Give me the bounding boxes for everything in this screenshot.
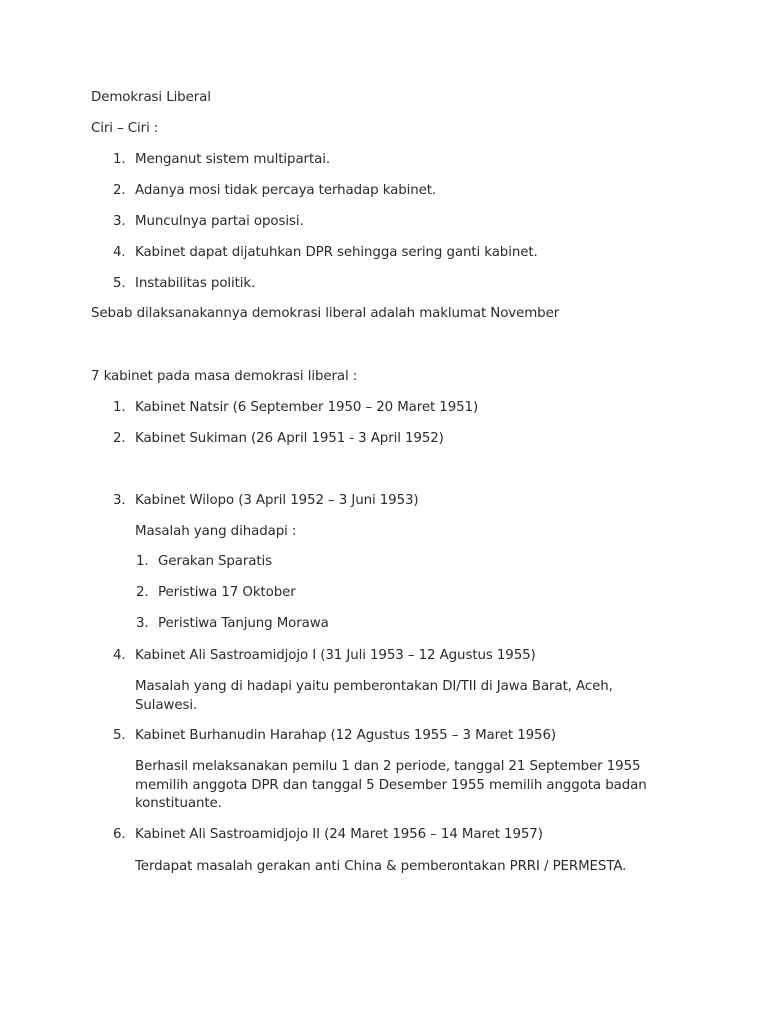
list-number: 3. xyxy=(113,214,126,229)
list-number: 1. xyxy=(136,554,149,569)
list-text: Adanya mosi tidak percaya terhadap kabinet. xyxy=(135,183,437,198)
list-number: 3. xyxy=(136,616,149,631)
list-text: Menganut sistem multipartai. xyxy=(135,152,330,167)
list-note: Masalah yang dihadapi : xyxy=(135,524,297,539)
list-text: Instabilitas politik. xyxy=(135,276,256,291)
ciri-heading: Ciri – Ciri : xyxy=(91,121,159,136)
list-text: Peristiwa Tanjung Morawa xyxy=(158,616,329,631)
list-number: 5. xyxy=(113,276,126,291)
list-number: 1. xyxy=(113,400,126,415)
list-text: Kabinet dapat dijatuhkan DPR sehingga sering ganti kabinet. xyxy=(135,245,538,260)
kabinet-heading: 7 kabinet pada masa demokrasi liberal : xyxy=(91,369,358,384)
list-text: Kabinet Ali Sastroamidjojo I (31 Juli 1953 – 12 Agustus 1955) xyxy=(135,648,536,663)
list-text: Kabinet Sukiman (26 April 1951 - 3 April 1952) xyxy=(135,431,444,446)
list-number: 4. xyxy=(113,648,126,663)
list-number: 2. xyxy=(113,431,126,446)
list-note: Terdapat masalah gerakan anti China & pemberontakan PRRI / PERMESTA. xyxy=(135,859,627,874)
list-number: 4. xyxy=(113,245,126,260)
list-number: 2. xyxy=(113,183,126,198)
list-text: Kabinet Ali Sastroamidjojo II (24 Maret 1956 – 14 Maret 1957) xyxy=(135,827,543,842)
list-text: Peristiwa 17 Oktober xyxy=(158,585,296,600)
list-text: Kabinet Natsir (6 September 1950 – 20 Maret 1951) xyxy=(135,400,479,415)
document-title: Demokrasi Liberal xyxy=(91,90,211,105)
list-note: Berhasil melaksanakan pemilu 1 dan 2 periode, tanggal 21 September 1955 memilih anggota DPR dan tanggal 5 Desember 1955 memilih anggota badan konstituante. xyxy=(135,759,647,811)
list-note: Masalah yang di hadapi yaitu pemberontakan DI/TII di Jawa Barat, Aceh, Sulawesi. xyxy=(135,679,613,713)
list-number: 1. xyxy=(113,152,126,167)
list-text: Gerakan Sparatis xyxy=(158,554,273,569)
list-text: Kabinet Wilopo (3 April 1952 – 3 Juni 1953) xyxy=(135,493,419,508)
list-number: 3. xyxy=(113,493,126,508)
list-number: 5. xyxy=(113,728,126,743)
list-number: 2. xyxy=(136,585,149,600)
sebab-paragraph: Sebab dilaksanakannya demokrasi liberal adalah maklumat November xyxy=(91,306,560,321)
list-text: Munculnya partai oposisi. xyxy=(135,214,304,229)
list-number: 6. xyxy=(113,827,126,842)
list-text: Kabinet Burhanudin Harahap (12 Agustus 1955 – 3 Maret 1956) xyxy=(135,728,557,743)
